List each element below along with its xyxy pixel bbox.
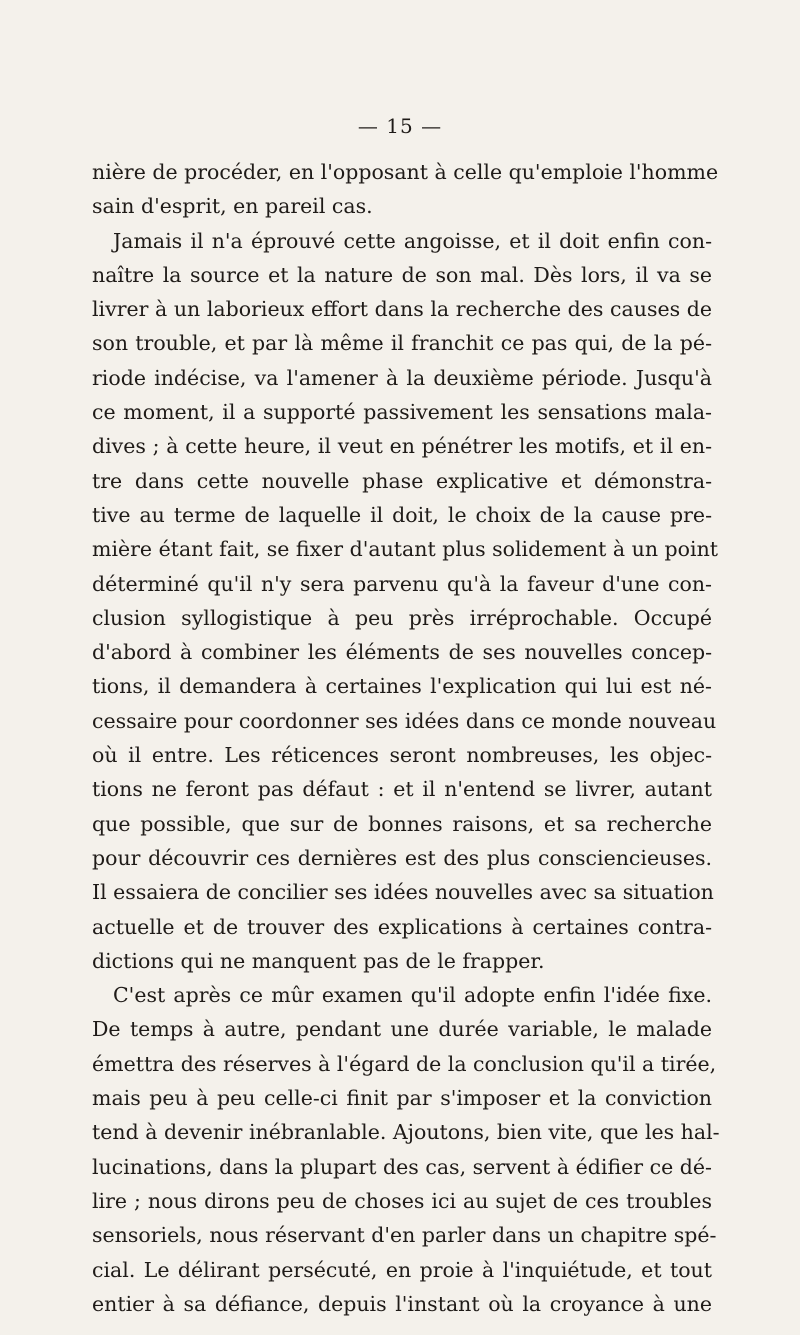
text-line: pour découvrir ces dernières est des plus consciencieuses. (92, 845, 712, 870)
page-number: — 15 — (357, 114, 443, 138)
text-line: sain d'esprit, en pareil cas. (92, 194, 373, 219)
text-line: tre dans cette nouvelle phase explicative et démonstra- (92, 468, 712, 493)
text-line: dictions qui ne manquent pas de le frapper. (92, 948, 545, 973)
text-line: riode indécise, va l'amener à la deuxième période. Jusqu'à (92, 365, 712, 390)
text-line: mais peu à peu celle-ci finit par s'imposer et la conviction (92, 1086, 712, 1111)
text-line: clusion syllogistique à peu près irréprochable. Occupé (92, 605, 712, 630)
text-line: mière étant fait, se fixer d'autant plus solidement à un point (92, 537, 719, 562)
text-line: où il entre. Les réticences seront nombreuses, les objec- (92, 743, 712, 768)
text-line: cessaire pour coordonner ses idées dans ce monde nouveau (92, 708, 717, 733)
text-line: sensoriels, nous réservant d'en parler dans un chapitre spé- (92, 1223, 717, 1248)
text-line: émettra des réserves à l'égard de la conclusion qu'il a tirée, (92, 1051, 717, 1076)
text-line: tions ne feront pas défaut : et il n'entend se livrer, autant (92, 777, 712, 802)
text-line: cial. Le délirant persécuté, en proie à l'inquiétude, et tout (92, 1257, 712, 1282)
text-line: actuelle et de trouver des explications à certaines contra- (92, 914, 712, 939)
text-line: lire ; nous dirons peu de choses ici au sujet de ces troubles (92, 1188, 712, 1213)
text-line: tions, il demandera à certaines l'explication qui lui est né- (92, 674, 712, 699)
text-line: déterminé qu'il n'y sera parvenu qu'à la faveur d'une con- (92, 571, 712, 596)
text-line: naître la source et la nature de son mal. Dès lors, il va se (92, 262, 712, 287)
text-line: lucinations, dans la plupart des cas, servent à édifier ce dé- (92, 1154, 712, 1179)
text-line: son trouble, et par là même il franchit ce pas qui, de la pé- (92, 331, 712, 356)
text-line: C'est après ce mûr examen qu'il adopte enfin l'idée fixe. (113, 983, 712, 1008)
text-line: ce moment, il a supporté passivement les sensations mala- (92, 400, 712, 425)
text-line: De temps à autre, pendant une durée variable, le malade (92, 1017, 712, 1042)
text-line: d'abord à combiner les éléments de ses nouvelles concep- (92, 640, 712, 665)
text-line: dives ; à cette heure, il veut en pénétrer les motifs, et il en- (92, 434, 712, 459)
text-line: Il essaiera de concilier ses idées nouvelles avec sa situation (92, 880, 714, 905)
body-text (92, 155, 720, 1321)
text-line: livrer à un laborieux effort dans la recherche des causes de (92, 297, 712, 322)
text-line: que possible, que sur de bonnes raisons, et sa recherche (92, 811, 712, 836)
text-line: tive au terme de laquelle il doit, le choix de la cause pre- (92, 502, 712, 527)
text-line: entier à sa défiance, depuis l'instant où la croyance à une (92, 1291, 712, 1316)
text-line: tend à devenir inébranlable. Ajoutons, bien vite, que les hal- (92, 1120, 720, 1145)
text-line: nière de procéder, en l'opposant à celle qu'emploie l'homme (92, 160, 719, 184)
text-line: Jamais il n'a éprouvé cette angoisse, et il doit enfin con- (113, 228, 712, 253)
